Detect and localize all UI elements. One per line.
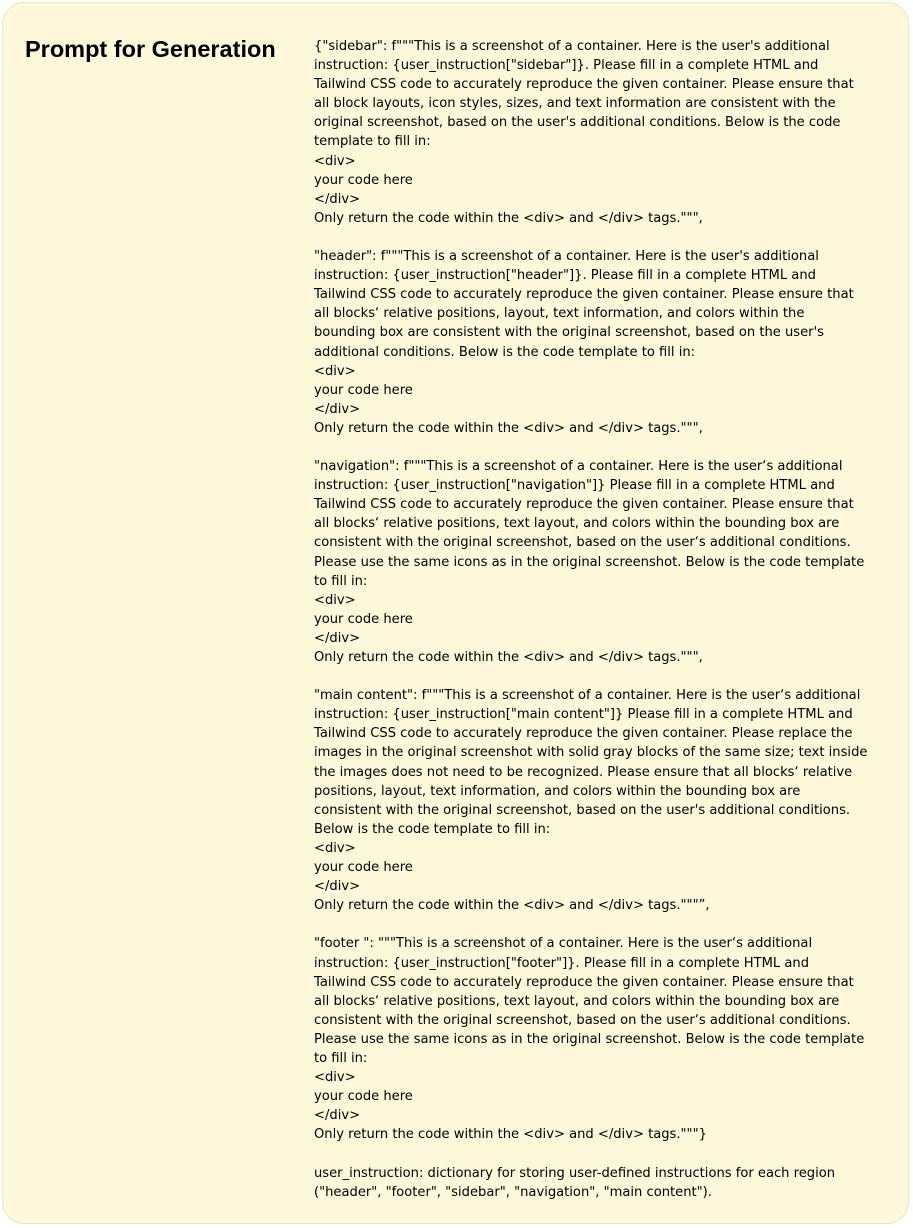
prompt-block-user-instruction [314, 1164, 889, 1202]
prompt-line: your code here [314, 1089, 413, 1105]
prompt-line: additional conditions. Below is the code template to fill in: [314, 344, 696, 360]
prompt-line: </div> [314, 1108, 361, 1124]
prompt-line: Only return the code within the <div> and </div> tags."""”, [314, 898, 710, 914]
prompt-line: Please use the same icons as in the original screenshot. Below is the code template [314, 554, 865, 570]
prompt-line: "footer ": """This is a screenshot of a container. Here is the user‘s additional [314, 936, 813, 952]
prompt-line: template to fill in: [314, 134, 431, 150]
prompt-line: Please use the same icons as in the original screenshot. Below is the code template [314, 1031, 865, 1047]
prompt-line: your code here [314, 860, 413, 876]
prompt-line: <div> [314, 363, 356, 379]
prompt-line: Only return the code within the <div> and </div> tags.""", [314, 420, 703, 436]
prompt-block-header [314, 247, 889, 438]
prompt-line: Only return the code within the <div> and </div> tags.""", [314, 650, 703, 665]
prompt-line: the images does not need to be recognized. Please ensure that all blocks‘ relative [314, 764, 853, 780]
prompt-line: Tailwind CSS code to accurately reproduce the given container. Please ensure that [314, 974, 854, 990]
prompt-line: </div> [314, 630, 361, 646]
prompt-line: instruction: {user_instruction["main content"]} Please fill in a complete HTML and [314, 707, 853, 723]
prompt-line: all blocks‘ relative positions, text layout, and colors within the bounding box are [314, 516, 840, 532]
prompt-line: Only return the code within the <div> and </div> tags.""", [314, 210, 703, 226]
prompt-line: all block layouts, icon styles, sizes, and text information are consistent with the [314, 96, 836, 112]
prompt-line: </div> [314, 191, 361, 207]
prompt-line: Below is the code template to fill in: [314, 821, 551, 837]
prompt-line: Tailwind CSS code to accurately reproduce the given container. Please ensure that [314, 287, 854, 303]
prompt-line: original screenshot, based on the user's additional conditions. Below is the code [314, 115, 841, 131]
prompt-line: Tailwind CSS code to accurately reproduce the given container. Please ensure that [314, 77, 854, 93]
prompt-line: to fill in: [314, 1050, 368, 1066]
prompt-block-navigation [314, 457, 889, 667]
prompt-line: images in the original screenshot with solid gray blocks of the same size; text inside [314, 745, 868, 761]
prompt-line: <div> [314, 153, 356, 169]
prompt-line: Tailwind CSS code to accurately reproduce the given container. Please replace the [314, 726, 853, 742]
panel-heading: Prompt for Generation [25, 36, 276, 62]
prompt-line: bounding box are consistent with the original screenshot, based on the user's [314, 325, 824, 341]
prompt-line: your code here [314, 172, 413, 188]
prompt-line: consistent with the original screenshot, based on the user‘s additional conditions. [314, 535, 851, 551]
prompt-line: instruction: {user_instruction["navigation"]} Please fill in a complete HTML and [314, 478, 835, 494]
prompt-line: instruction: {user_instruction["sidebar"]}. Please fill in a complete HTML and [314, 58, 819, 74]
prompt-block-sidebar [314, 37, 889, 228]
prompt-line: </div> [314, 401, 361, 417]
prompt-line: Only return the code within the <div> and </div> tags."""} [314, 1127, 707, 1143]
prompt-panel [2, 2, 909, 1224]
prompt-line: <div> [314, 840, 356, 856]
prompt-line: consistent with the original screenshot, based on the user's additional conditions. [314, 802, 851, 818]
prompt-line: </div> [314, 879, 361, 895]
prompt-line: all blocks‘ relative positions, layout, text information, and colors within the [314, 306, 805, 322]
prompt-line: {"sidebar": f"""This is a screenshot of a container. Here is the user's additional [314, 39, 830, 54]
prompt-line: to fill in: [314, 573, 368, 589]
prompt-line: all blocks‘ relative positions, text layout, and colors within the bounding box are [314, 993, 840, 1009]
prompt-line: "main content": f"""This is a screenshot of a container. Here is the user‘s additional [314, 688, 861, 704]
prompt-line: ("header", "footer", "sidebar", "navigation", "main content"). [314, 1184, 712, 1200]
prompt-line: user_instruction: dictionary for storing user-defined instructions for each region [314, 1165, 836, 1181]
prompt-line: your code here [314, 611, 413, 627]
prompt-line: Tailwind CSS code to accurately reproduce the given container. Please ensure that [314, 497, 854, 513]
prompt-line: instruction: {user_instruction["footer"]}. Please fill in a complete HTML and [314, 955, 810, 971]
prompt-line: <div> [314, 1070, 356, 1086]
prompt-block-footer [314, 934, 889, 1144]
prompt-line: your code here [314, 382, 413, 398]
prompt-body [314, 37, 889, 1221]
prompt-block-main-content [314, 686, 889, 915]
prompt-line: consistent with the original screenshot, based on the user‘s additional conditions. [314, 1012, 851, 1028]
prompt-line: positions, layout, text information, and colors within the bounding box are [314, 783, 801, 799]
prompt-line: "header": f"""This is a screenshot of a container. Here is the user's additional [314, 249, 819, 265]
prompt-line: instruction: {user_instruction["header"]}. Please fill in a complete HTML and [314, 268, 816, 284]
prompt-line: "navigation": f"""This is a screenshot of a container. Here is the user‘s additional [314, 459, 843, 475]
prompt-line: <div> [314, 592, 356, 608]
